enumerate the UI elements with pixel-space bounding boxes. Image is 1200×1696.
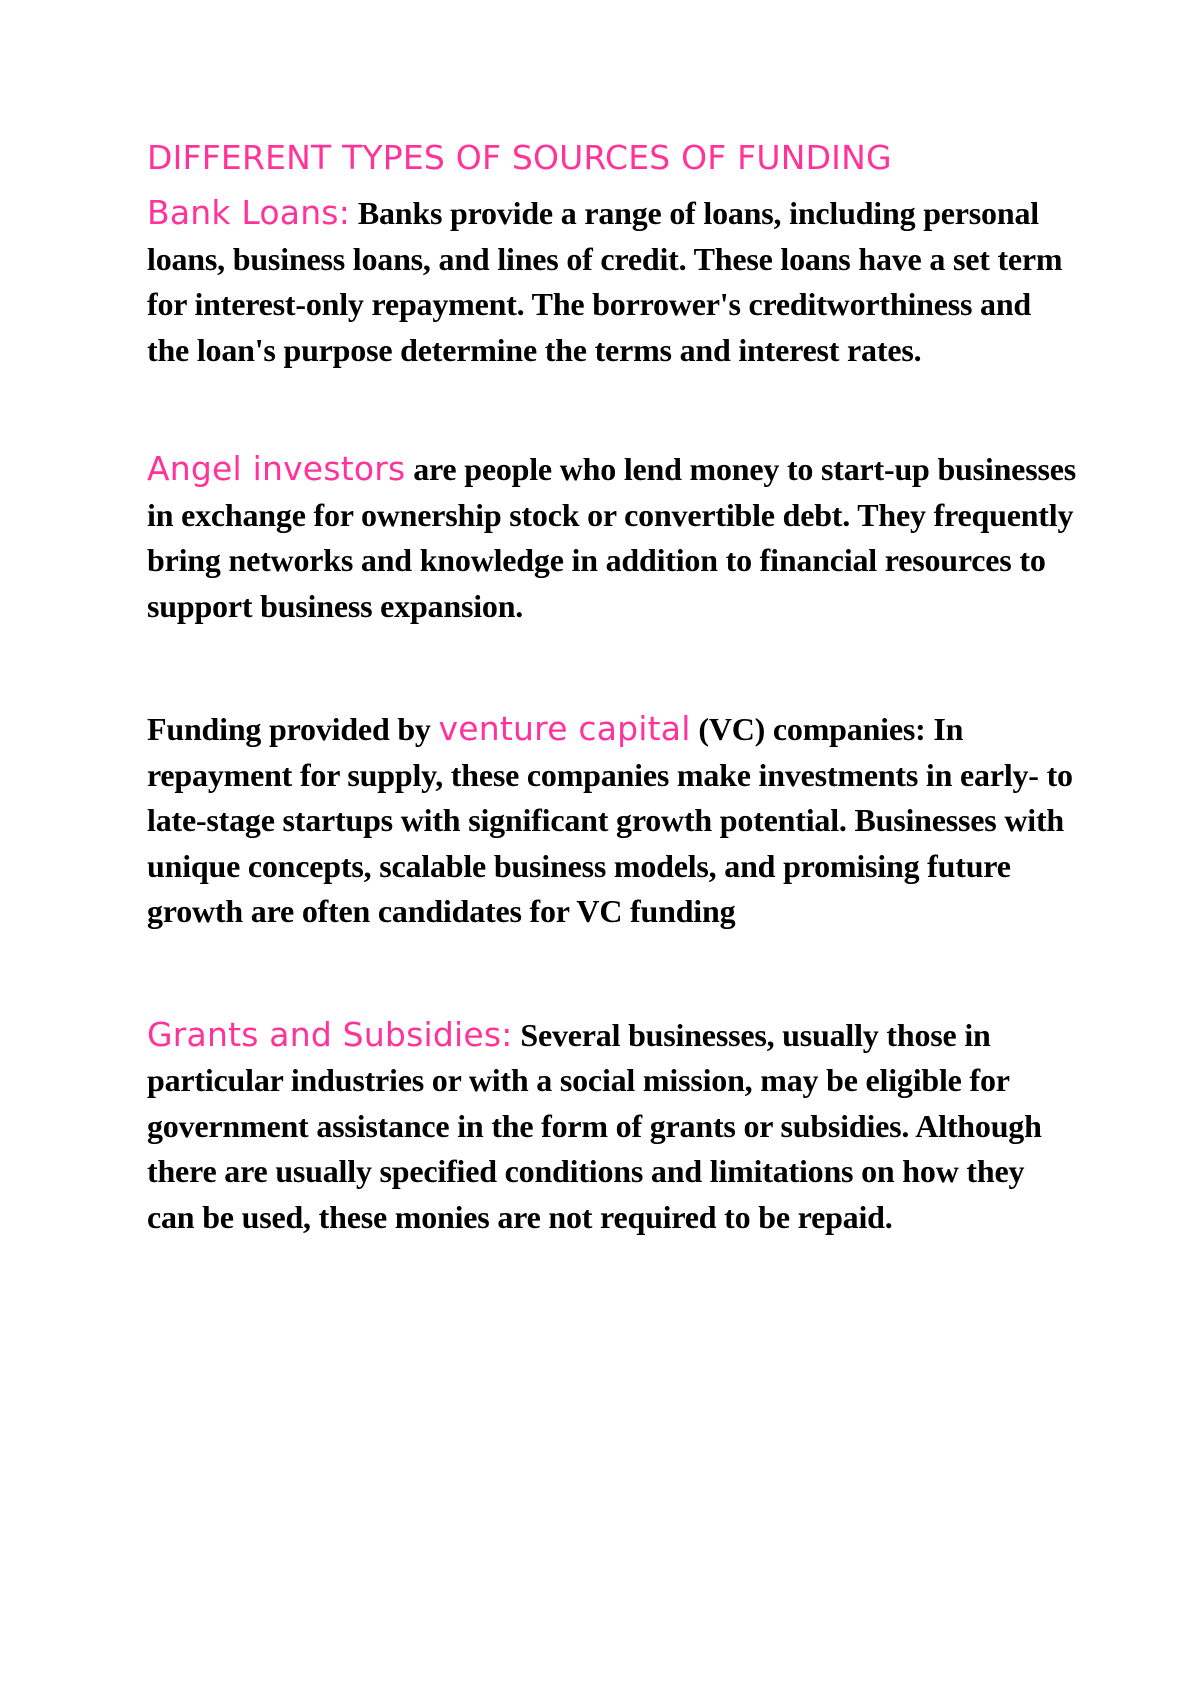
keyword-angel-investors: Angel investors [147, 449, 406, 488]
angel-investors-text: are people who lend money to start-up businesses in exchange for ownership stock or convertible debt. They frequently bring networks and knowledge in addition to financial resources to support business expansion. [147, 451, 1076, 624]
keyword-venture-capital: venture capital [438, 709, 691, 748]
venture-capital-text-before: Funding provided by [147, 711, 439, 747]
paragraph-bank-loans [147, 190, 1077, 373]
paragraph-grants-subsidies [147, 1012, 1077, 1241]
keyword-bank-loans: Bank Loans: [147, 193, 351, 232]
bank-loans-text: Banks provide a range of loans, including personal loans, business loans, and lines of credit. These loans have a set term for interest-only repayment. The borrower's creditworthiness and the loan's purpose determine the terms and interest rates. [147, 195, 1063, 368]
keyword-grants-subsidies: Grants and Subsidies: [147, 1014, 513, 1054]
paragraph-angel-investors [147, 446, 1077, 629]
document-title: DIFFERENT TYPES OF SOURCES OF FUNDING [147, 138, 892, 177]
paragraph-venture-capital [147, 706, 1077, 935]
document-page [147, 130, 1077, 1240]
venture-capital-text-after: (VC) companies: In repayment for supply, these companies make investments in early- to late-stage startups with significant growth potential. Businesses with unique concepts, scalable business models, and promising future growth are often candidates for VC funding [147, 711, 1073, 929]
grants-subsidies-text: Several businesses, usually those in particular industries or with a social mission, may be eligible for government assistance in the form of grants or subsidies. Although there are usually specified conditions and limitations on how they can be used, these monies are not required to be repaid. [147, 1016, 1042, 1235]
